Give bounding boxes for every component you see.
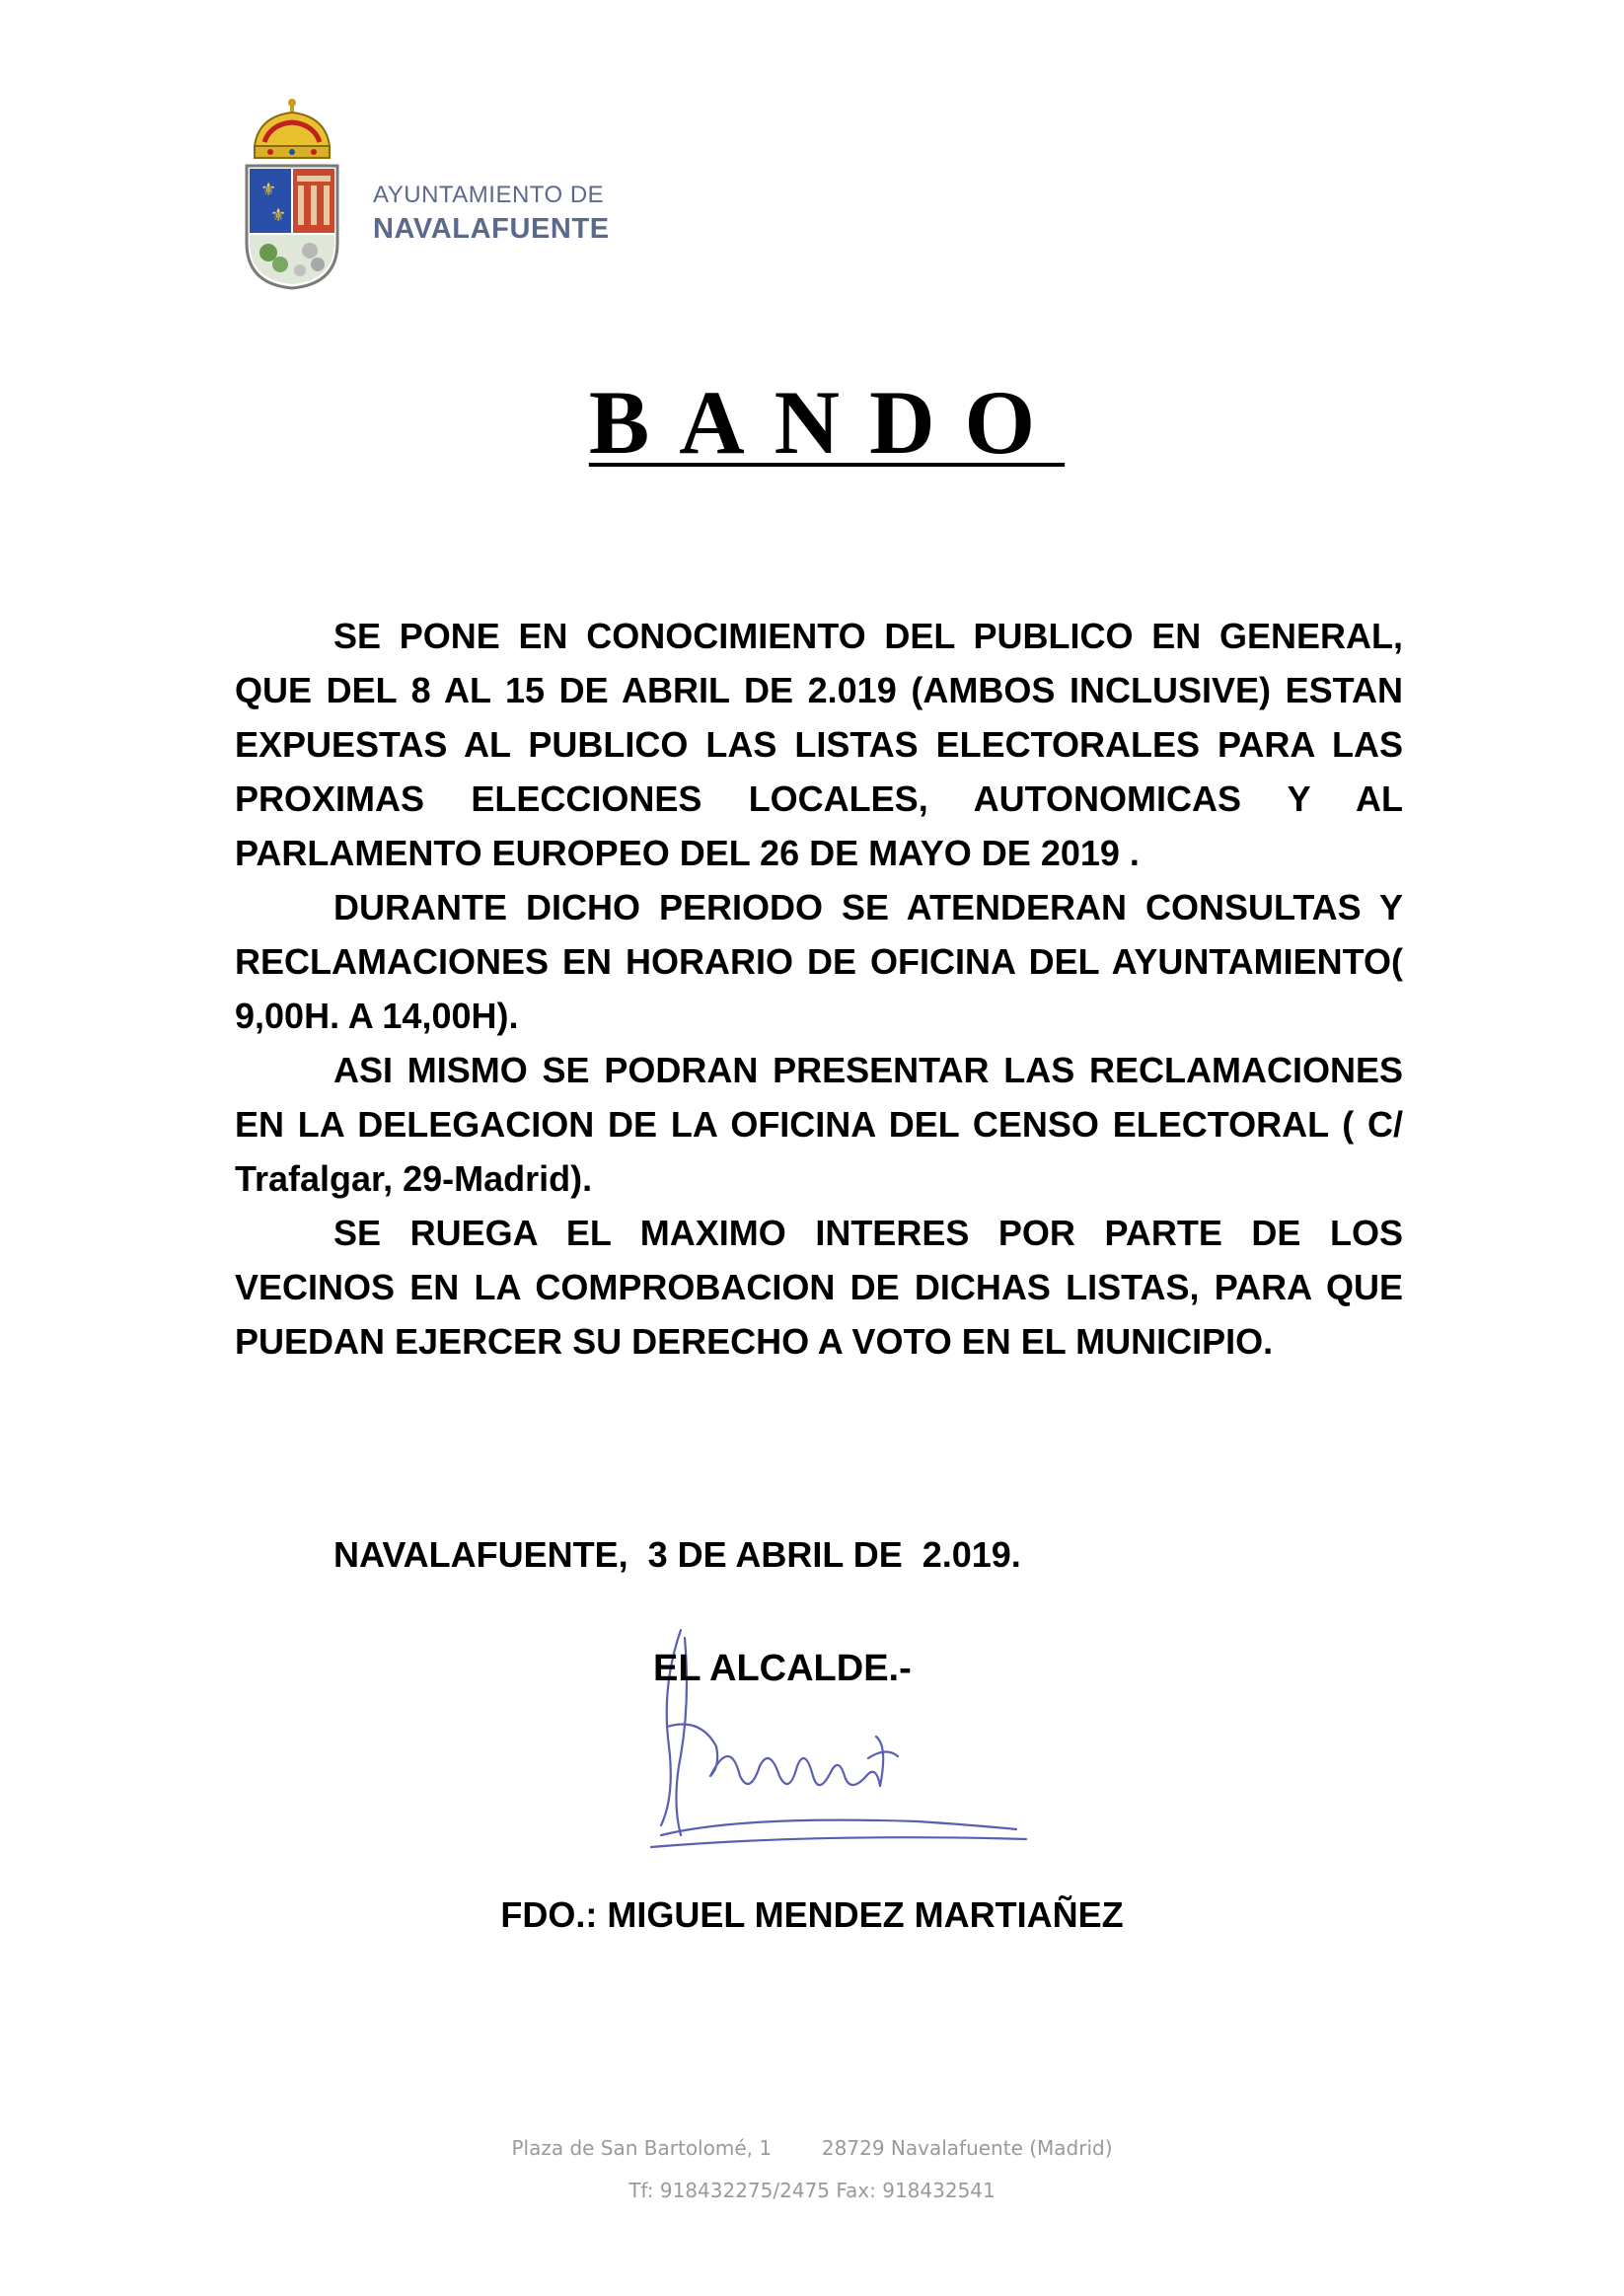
notice-paragraph-1: SE PONE EN CONOCIMIENTO DEL PUBLICO EN GENERAL, QUE DEL 8 AL 15 DE ABRIL DE 2.019 (AMBOS INCLUSIVE) ESTAN EXPUESTAS AL PUBLICO LAS LISTAS ELECTORALES PARA LAS PROXIMAS ELECCIONES LOCALES, AUTONOMICAS Y AL PARLAMENTO EUROPEO DEL 26 DE MAYO DE 2019 . xyxy=(235,616,1403,873)
mayor-title: EL ALCALDE.- xyxy=(653,1648,912,1689)
footer-address: Plaza de San Bartolomé, 1 28729 Navalafuente (Madrid) xyxy=(511,2136,1113,2160)
org-name-line1: AYUNTAMIENTO DE xyxy=(373,182,605,208)
coat-of-arms-icon xyxy=(241,95,343,292)
document-title-text: BANDO xyxy=(588,372,1066,473)
signatory-name: FDO.: MIGUEL MENDEZ MARTIAÑEZ xyxy=(500,1894,1124,1935)
notice-body xyxy=(235,609,1403,1369)
svg-text:⚜: ⚜ xyxy=(260,180,277,200)
notice-paragraph-3: ASI MISMO SE PODRAN PRESENTAR LAS RECLAMACIONES EN LA DELEGACION DE LA OFICINA DEL CENSO ELECTORAL ( C/ Trafalgar, 29-Madrid). xyxy=(235,1050,1403,1199)
letterhead xyxy=(241,95,695,292)
notice-paragraph-2: DURANTE DICHO PERIODO SE ATENDERAN CONSULTAS Y RECLAMACIONES EN HORARIO DE OFICINA DEL AYUNTAMIENTO( 9,00H. A 14,00H). xyxy=(235,887,1403,1036)
notice-paragraph-4: SE RUEGA EL MAXIMO INTERES POR PARTE DE LOS VECINOS EN LA COMPROBACION DE DICHAS LISTAS, PARA QUE PUEDAN EJERCER SU DERECHO A VOTO EN EL MUNICIPIO. xyxy=(235,1213,1403,1362)
org-name-line2: NAVALAFUENTE xyxy=(373,213,610,245)
footer-phones: Tf: 918432275/2475 Fax: 918432541 xyxy=(628,2179,996,2202)
document-title xyxy=(0,372,1624,473)
svg-text:⚜: ⚜ xyxy=(270,205,287,226)
date-line: NAVALAFUENTE, 3 DE ABRIL DE 2.019. xyxy=(333,1534,1021,1575)
